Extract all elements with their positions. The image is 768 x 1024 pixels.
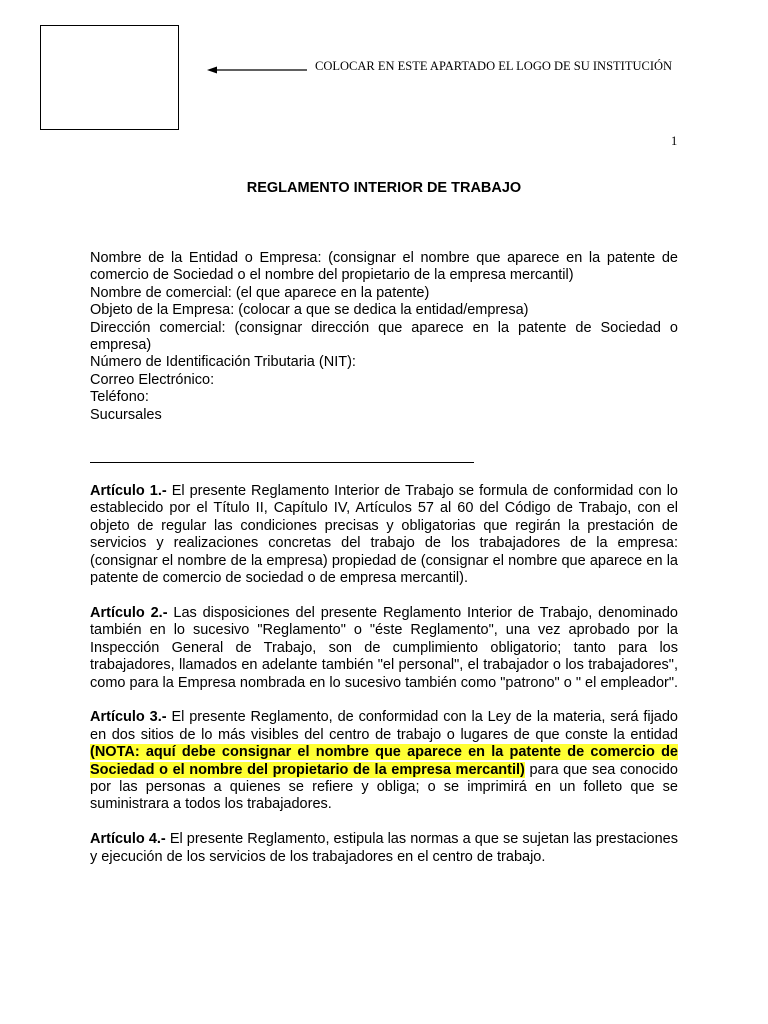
article-3-highlighted-note: (NOTA: aquí debe consignar el nombre que aparece en la patente de comercio de Sociedad o el nombre del propietario de la empresa mercantil) bbox=[90, 744, 678, 778]
document-body bbox=[90, 250, 678, 883]
field-tax-id: Número de Identificación Tributaria (NIT): bbox=[90, 354, 356, 371]
field-trade-name: Nombre de comercial: (el que aparece en la patente) bbox=[90, 284, 430, 301]
arrow-left-icon bbox=[207, 63, 307, 77]
article-1-text: El presente Reglamento Interior de Trabajo se formula de conformidad con lo establecido por el Título II, Capítulo IV, Artículos 57 al 60 del Código de Trabajo, con el objeto de regular las condiciones precisas y obligatorias que regirán la prestación de servicios y realizaciones concretas del trabajo de los trabajadores de la empresa: (consignar el nombre de la empresa) propiedad de (consignar el nombre que aparece en la patente de comercio de sociedad o de empresa mercantil). bbox=[90, 483, 678, 587]
logo-placeholder-box bbox=[40, 25, 179, 130]
field-company-purpose: Objeto de la Empresa: (colocar a que se dedica la entidad/empresa) bbox=[90, 302, 529, 319]
article-3-text-before: El presente Reglamento, de conformidad con la Ley de la materia, será fijado en dos sitios de lo más visibles del centro de trabajo o lugares de que conste la entidad bbox=[90, 709, 678, 743]
page-number: 1 bbox=[671, 134, 678, 148]
separator-line bbox=[90, 462, 474, 463]
article-4-text: El presente Reglamento, estipula las normas a que se sujetan las prestaciones y ejecución de los servicios de los trabajadores en el centro de trabajo. bbox=[90, 831, 678, 865]
field-branches: Sucursales bbox=[90, 406, 162, 423]
field-phone: Teléfono: bbox=[90, 389, 149, 406]
article-3-text-after: para que sea conocido por las personas a quienes se refiere y obliga; o se imprimirá en un folleto que se suministrara a todos los trabajadores. bbox=[90, 761, 678, 813]
article-2 bbox=[90, 605, 678, 692]
field-entity-name: Nombre de la Entidad o Empresa: (consignar el nombre que aparece en la patente de comercio de Sociedad o el nombre del propietario de la empresa mercantil) bbox=[90, 250, 678, 284]
field-email: Correo Electrónico: bbox=[90, 371, 215, 388]
article-4-label: Artículo 4.- bbox=[90, 831, 166, 848]
document-title: REGLAMENTO INTERIOR DE TRABAJO bbox=[246, 180, 522, 196]
company-fields bbox=[90, 250, 678, 424]
article-1 bbox=[90, 483, 678, 587]
article-3-label: Artículo 3.- bbox=[90, 709, 167, 726]
article-3 bbox=[90, 709, 678, 813]
article-2-text: Las disposiciones del presente Reglamento Interior de Trabajo, denominado también en lo sucesivo "Reglamento" o "éste Reglamento", una vez aprobado por la Inspección General de Trabajo, son de cumplimiento obligatorio; tanto para los trabajadores, llamados en adelante también "el personal", el trabajador o los trabajadores", como para la Empresa nombrada en lo sucesivo también como "patrono" o " el empleador". bbox=[90, 604, 679, 691]
field-commercial-address: Dirección comercial: (consignar dirección que aparece en la patente de Sociedad o empresa) bbox=[90, 319, 678, 354]
logo-placement-note: COLOCAR EN ESTE APARTADO EL LOGO DE SU INSTITUCIÓN bbox=[315, 59, 673, 73]
article-4 bbox=[90, 831, 678, 866]
article-1-label: Artículo 1.- bbox=[90, 483, 167, 500]
article-2-label: Artículo 2.- bbox=[90, 604, 168, 621]
